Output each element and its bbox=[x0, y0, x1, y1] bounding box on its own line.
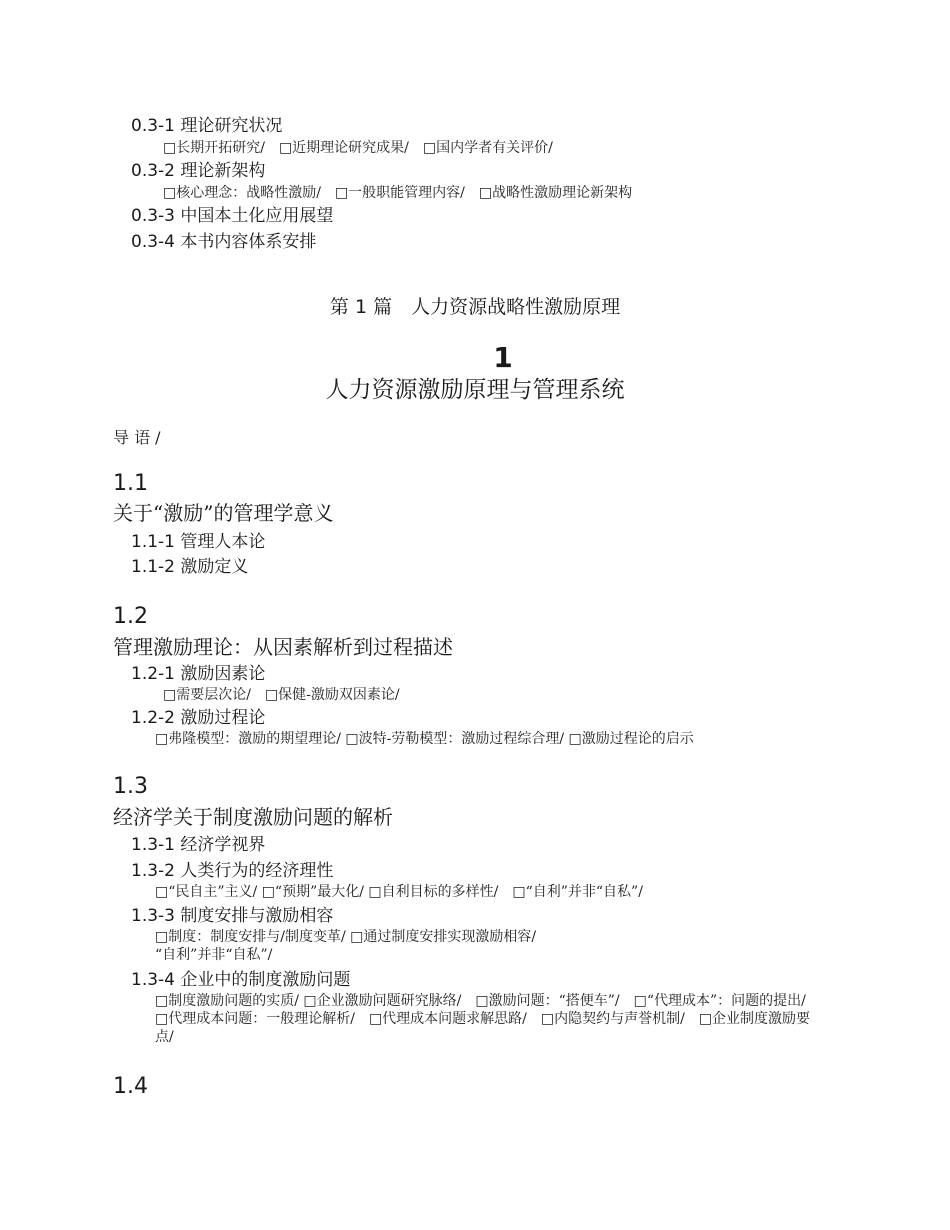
subsection-0-3-1-items: □长期开拓研究/ □近期理论研究成果/ □国内学者有关评价/ bbox=[163, 140, 553, 156]
subsection-1-3-2-title: 1.3-2 人类行为的经济理性 bbox=[131, 861, 334, 881]
section-1-3-title: 经济学关于制度激励问题的解析 bbox=[113, 805, 393, 829]
subsection-1-2-2-title: 1.2-2 激励过程论 bbox=[131, 708, 266, 728]
subsection-0-3-2-items: □核心理念：战略性激励/ □一般职能管理内容/ □战略性激励理论新架构 bbox=[163, 185, 633, 201]
section-1-2-title: 管理激励理论：从因素解析到过程描述 bbox=[113, 635, 453, 659]
subsection-1-2-1-title: 1.2-1 激励因素论 bbox=[131, 664, 266, 684]
subsection-1-3-2-items: □“民自主”主义/ □“预期”最大化/ □自利目标的多样性/ □“自利”并非“自私”/ bbox=[155, 884, 643, 900]
chapter-number: 1 bbox=[493, 341, 513, 374]
chapter-intro-link: 导 语 / bbox=[113, 428, 161, 447]
subsection-1-2-1-items: □需要层次论/ □保健-激励双因素论/ bbox=[163, 687, 400, 703]
subsection-0-3-4-title: 0.3-4 本书内容体系安排 bbox=[131, 232, 317, 252]
subsection-0-3-1-title: 0.3-1 理论研究状况 bbox=[131, 116, 283, 136]
subsection-1-1-1-title: 1.1-1 管理人本论 bbox=[131, 532, 266, 552]
part-title: 第 1 篇 人力资源战略性激励原理 bbox=[329, 296, 621, 318]
subsection-0-3-3-title: 0.3-3 中国本土化应用展望 bbox=[131, 206, 334, 226]
subsection-1-1-2-title: 1.1-2 激励定义 bbox=[131, 557, 249, 577]
section-1-2-number: 1.2 bbox=[113, 604, 148, 629]
subsection-1-3-4-items: □制度激励问题的实质/ □企业激励问题研究脉络/ □激励问题：“搭便车”/ □“代理成本”：问题的提出/ □代理成本问题：一般理论解析/ □代理成本问题求解思路/ □内隐契约与声誉机制/ □企业制度激励要点/ bbox=[155, 993, 820, 1045]
subsection-1-3-4-title: 1.3-4 企业中的制度激励问题 bbox=[131, 970, 351, 990]
subsection-0-3-2-title: 0.3-2 理论新架构 bbox=[131, 161, 266, 181]
subsection-1-3-1-title: 1.3-1 经济学视界 bbox=[131, 835, 266, 855]
chapter-title: 人力资源激励原理与管理系统 bbox=[325, 377, 625, 403]
subsection-1-3-3-title: 1.3-3 制度安排与激励相容 bbox=[131, 906, 334, 926]
section-1-1-title: 关于“激励”的管理学意义 bbox=[113, 501, 334, 525]
section-1-1-number: 1.1 bbox=[113, 471, 148, 496]
section-1-3-number: 1.3 bbox=[113, 774, 148, 799]
section-1-4-number: 1.4 bbox=[113, 1074, 148, 1099]
subsection-1-3-3-items-line2: “自利”并非“自私”/ bbox=[155, 947, 273, 963]
subsection-1-3-3-items-line1: □制度：制度安排与/制度变革/ □通过制度安排实现激励相容/ bbox=[155, 929, 537, 945]
subsection-1-2-2-items: □弗隆模型：激励的期望理论/ □波特-劳勒模型：激励过程综合理/ □激励过程论的启示 bbox=[155, 731, 694, 747]
